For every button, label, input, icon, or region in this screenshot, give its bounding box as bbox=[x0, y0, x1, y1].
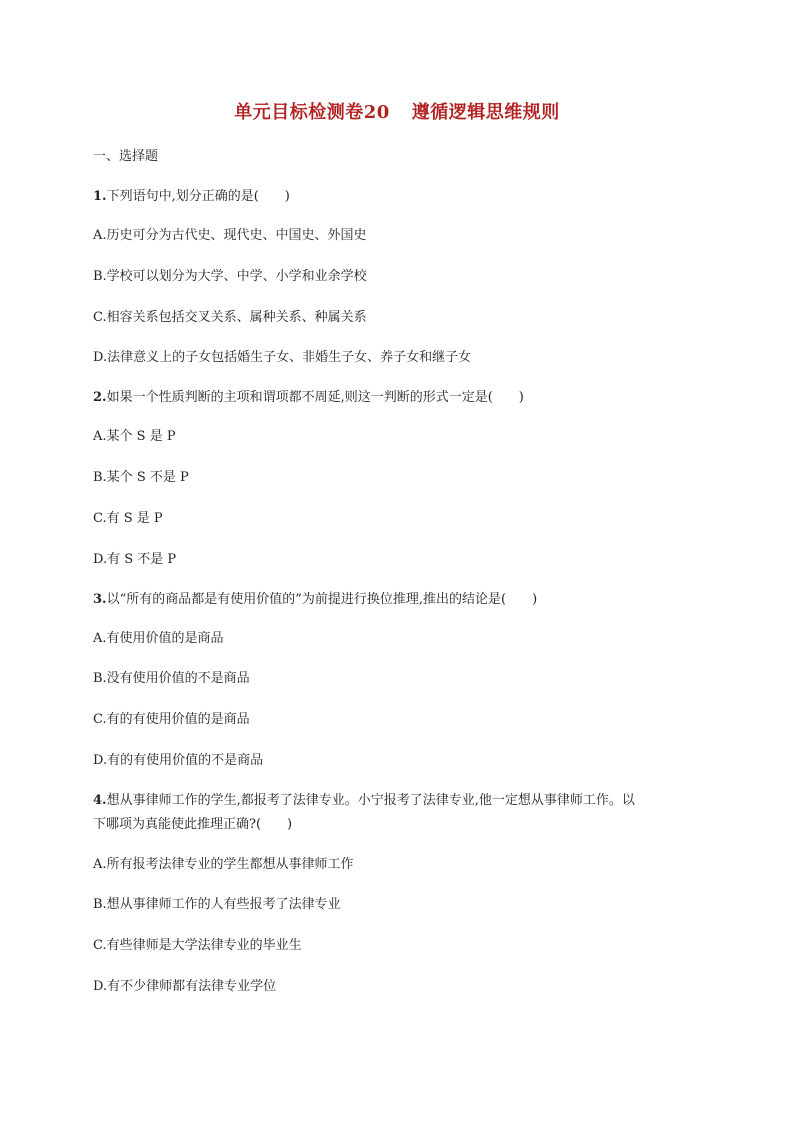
question-number: 3. bbox=[93, 592, 107, 607]
option-2a: A.某个 S 是 P bbox=[93, 429, 176, 444]
option-1d: D.法律意义上的子女包括婚生子女、非婚生子女、养子女和继子女 bbox=[93, 350, 472, 365]
option-4c: C.有些律师是大学法律专业的毕业生 bbox=[93, 938, 302, 953]
question-3 bbox=[93, 588, 713, 612]
option-4a: A.所有报考法律专业的学生都想从事律师工作 bbox=[93, 857, 354, 872]
question-4 bbox=[93, 789, 713, 813]
option-3d: D.有的有使用价值的不是商品 bbox=[93, 753, 264, 768]
question-4-continued bbox=[93, 813, 713, 837]
question-text: 以“所有的商品都是有使用价值的”为前提进行换位推理,推出的结论是( ) bbox=[106, 592, 538, 607]
page-title bbox=[0, 98, 794, 124]
question-2 bbox=[93, 386, 713, 410]
question-number: 4. bbox=[93, 793, 107, 808]
option-2c: C.有 S 是 P bbox=[93, 511, 163, 526]
option-4d: D.有不少律师都有法律专业学位 bbox=[93, 979, 277, 994]
question-text-line-1: 想从事律师工作的学生,都报考了法律专业。小宁报考了法律专业,他一定想从事律师工作。以 bbox=[106, 793, 635, 808]
option-2d: D.有 S 不是 P bbox=[93, 552, 177, 567]
option-4b: B.想从事律师工作的人有些报考了法律专业 bbox=[93, 897, 341, 912]
section-heading: 一、选择题 bbox=[93, 149, 159, 164]
option-3a: A.有使用价值的是商品 bbox=[93, 631, 224, 646]
title-part-1: 单元目标检测卷20 bbox=[234, 102, 390, 123]
question-number: 2. bbox=[93, 390, 107, 405]
question-text: 下列语句中,划分正确的是( ) bbox=[106, 189, 290, 204]
question-number: 1. bbox=[93, 189, 107, 204]
option-1a: A.历史可分为古代史、现代史、中国史、外国史 bbox=[93, 228, 367, 243]
question-text-line-2: 下哪项为真能使此推理正确?( ) bbox=[93, 817, 293, 832]
option-1c: C.相容关系包括交叉关系、属种关系、种属关系 bbox=[93, 310, 367, 325]
title-part-2: 遵循逻辑思维规则 bbox=[411, 102, 560, 123]
question-1 bbox=[93, 185, 713, 209]
question-text: 如果一个性质判断的主项和谓项都不周延,则这一判断的形式一定是( ) bbox=[106, 390, 524, 405]
option-3b: B.没有使用价值的不是商品 bbox=[93, 671, 250, 686]
option-1b: B.学校可以划分为大学、中学、小学和业余学校 bbox=[93, 269, 367, 284]
option-2b: B.某个 S 不是 P bbox=[93, 470, 189, 485]
option-3c: C.有的有使用价值的是商品 bbox=[93, 712, 250, 727]
document-body bbox=[93, 148, 713, 995]
